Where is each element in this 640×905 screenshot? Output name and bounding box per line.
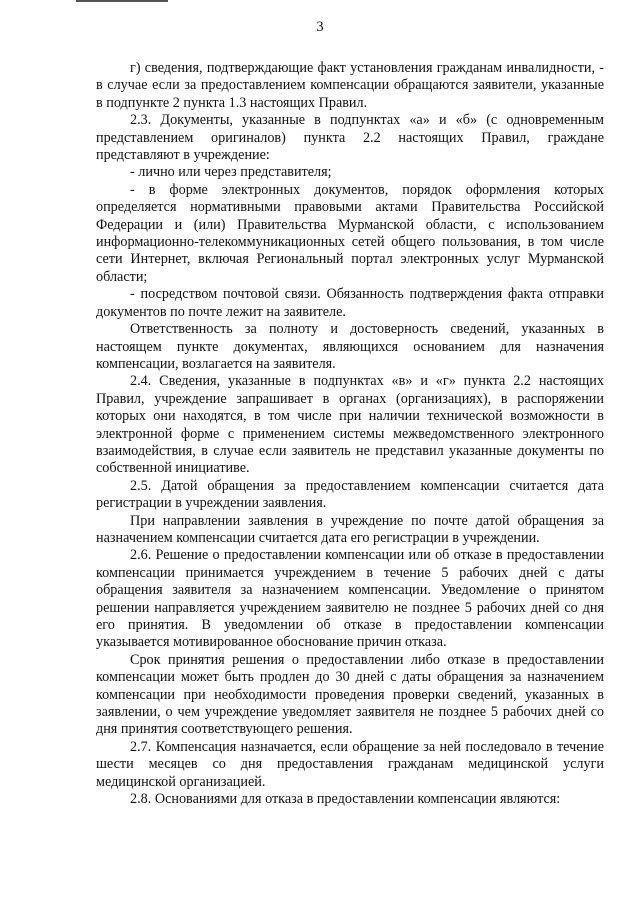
document-body — [96, 60, 604, 808]
paragraph-decision-term: Срок принятия решения о предоставлении либо отказе в предоставлении компенсации может быть продлен до 30 дней с даты обращения за назначением компенсации при необходимости проведения проверки сведений, указанных в заявлении, о чем учреждение уведомляет заявителя не позднее 5 рабочих дней со дня принятия соответствующего решения. — [96, 651, 604, 738]
top-rule-divider — [76, 0, 168, 2]
paragraph-responsibility: Ответственность за полноту и достоверность сведений, указанных в настоящем пункте документах, являющихся основанием для назначения компенсации, возлагается на заявителя. — [96, 321, 604, 372]
paragraph-2-3: 2.3. Документы, указанные в подпунктах «а» и «б» (с одновременным представлением оригиналов) пункта 2.2 настоящих Правил, граждане представляют в учреждение: — [96, 112, 604, 164]
paragraph-2-4: 2.4. Сведения, указанные в подпунктах «в» и «г» пункта 2.2 настоящих Правил, учреждение запрашивает в органах (организациях), в распоряжении которых они находятся, в том числе при наличии технической возможности в электронной форме с применением системы межведомственного электронного взаимодействия, в случае если заявитель не представил указанные документы по собственной инициативе. — [96, 373, 604, 477]
paragraph-postal-date: При направлении заявления в учреждение по почте датой обращения за назначением компенсации считается дата его регистрации в учреждении. — [96, 512, 604, 546]
list-item-electronic: - в форме электронных документов, порядок оформления которых определяется нормативными правовыми актами Правительства Российской Федерации и (или) Правительства Мурманской области, с использованием информационно-телекоммуникационных сетей общего пользования, в том числе сети Интернет, включая Региональный портал электронных услуг Мурманской области; — [96, 181, 604, 285]
list-item-postal: - посредством почтовой связи. Обязанность подтверждения факта отправки документов по почте лежит на заявителе. — [96, 286, 604, 320]
paragraph-2-2-g: г) сведения, подтверждающие факт установления гражданам инвалидности, - в случае если за предоставлением компенсации обращаются заявители, указанные в подпункте 2 пункта 1.3 настоящих Правил. — [96, 60, 604, 111]
paragraph-2-8: 2.8. Основаниями для отказа в предоставлении компенсации являются: — [130, 791, 561, 808]
paragraph-2-6: 2.6. Решение о предоставлении компенсации или об отказе в предоставлении компенсации принимается учреждением в течение 5 рабочих дней с даты обращения заявителя за назначением компенсации. Уведомление о принятом решении направляется учреждением заявителю не позднее 5 рабочих дней со дня его принятия. В уведомлении об отказе в предоставлении компенсации указывается мотивированное обоснование причин отказа. — [96, 547, 604, 651]
paragraph-2-5: 2.5. Датой обращения за предоставлением компенсации считается дата регистрации в учреждении заявления. — [96, 477, 604, 512]
page-number: 3 — [316, 19, 324, 35]
list-item-in-person: - лично или через представителя; — [130, 164, 332, 181]
paragraph-2-7: 2.7. Компенсация назначается, если обращение за ней последовало в течение шести месяцев со дня предоставления гражданам медицинской услуги медицинской организацией. — [96, 738, 604, 790]
